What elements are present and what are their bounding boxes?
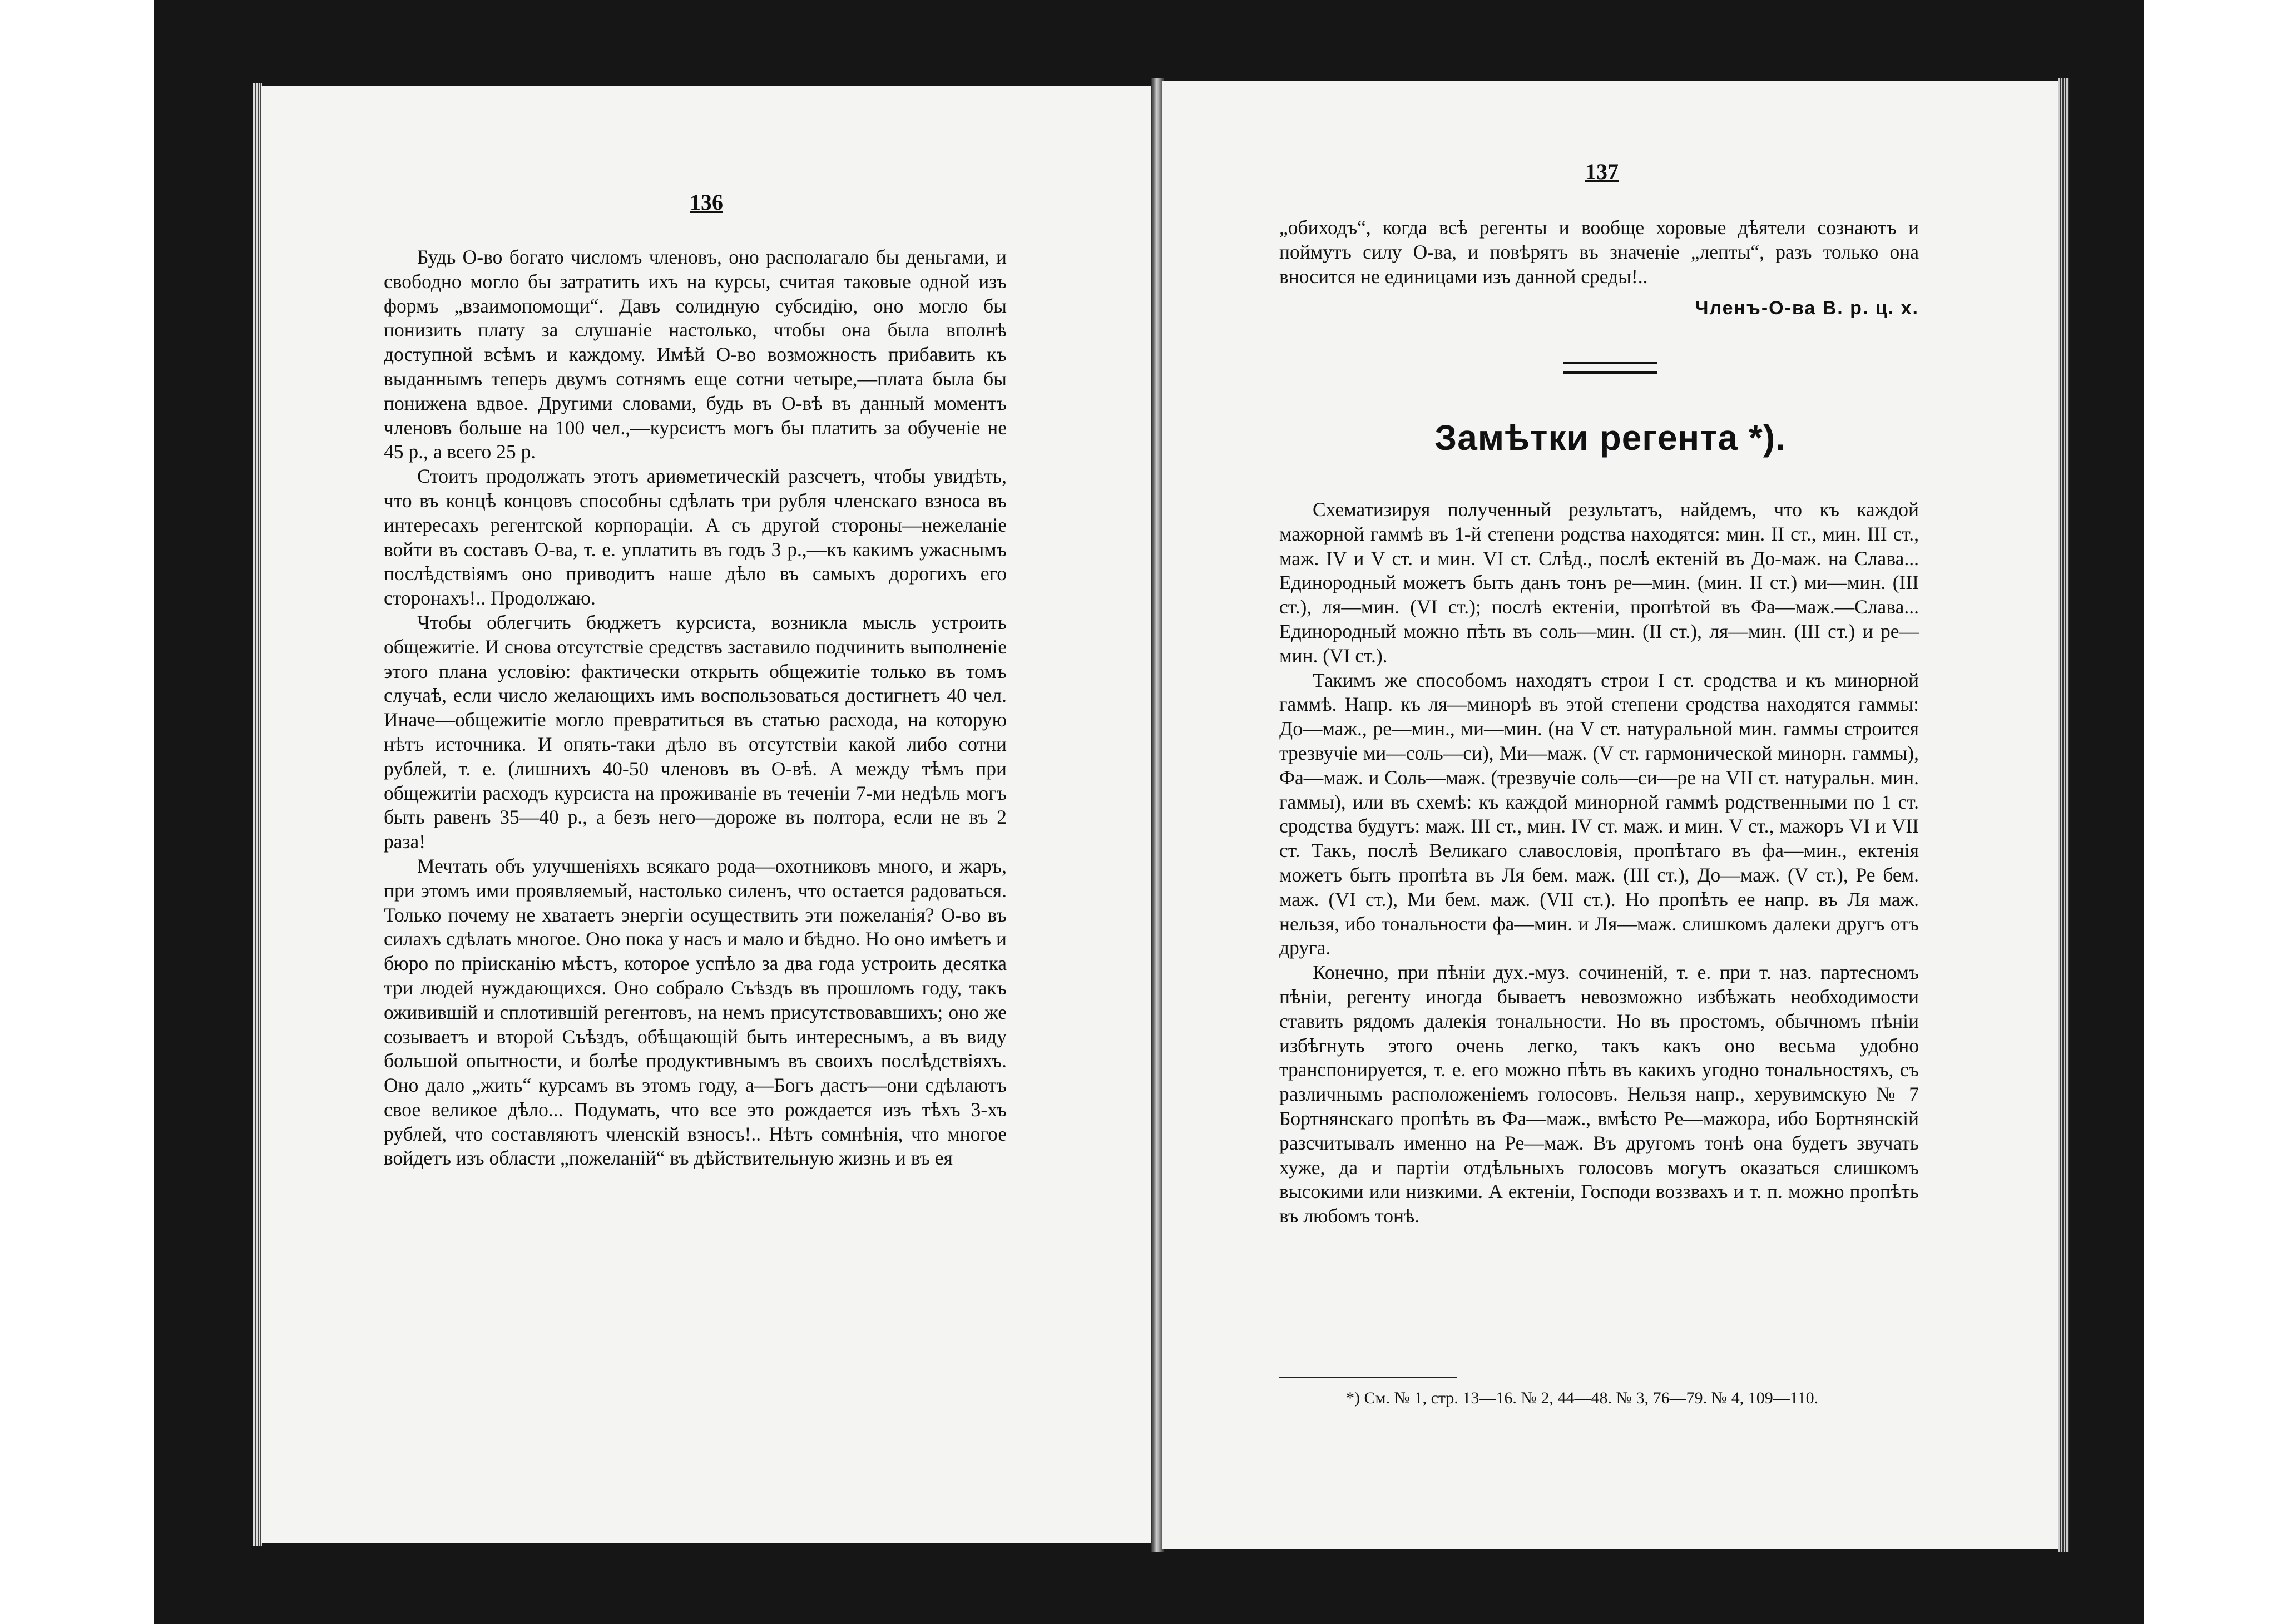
left-paragraph-1: Будь О-во богато числомъ членовъ, оно располагало бы деньгами, и свободно могло бы затратить ихъ на курсы, считая таковые одной изъ формъ „взаимопомощи“. Давъ солидную субсидію, оно могло бы понизить плату за слушаніе настолько, чтобы она была вполнѣ доступной всѣмъ и каждому. Имѣй О-во возможность прибавить къ выданнымъ теперь двумъ сотнямъ еще сотни четыре,—плата была бы понижена вдвое. Другими словами, будь въ О-вѣ въ данный моментъ членовъ больше на 100 чел.,—курсистъ могъ бы платить за обученіе не 45 р., а всего 25 р.	[384, 246, 1007, 463]
left-page-edges	[253, 83, 262, 1546]
article-signature: Членъ-О-ва В. р. ц. х.	[1695, 298, 1919, 319]
right-page-continuation	[1279, 216, 1919, 289]
left-page	[261, 86, 1151, 1543]
left-page-body	[384, 245, 1007, 1171]
right-paragraph-1: Схематизируя полученный результатъ, найдемъ, что къ каждой мажорной гаммѣ въ 1-й степени родства находятся: мин. II ст., мин. III ст., маж. IV и V ст. и мин. VI ст. Слѣд., послѣ ектеній въ До-маж. на Слава... Единородный можетъ быть данъ тонъ ре—мин. (мин. II ст.) ми—мин. (III ст.), ля—мин. (VI ст.); послѣ ектеніи, пропѣтой въ Фа—маж.—Слава... Единородный можно пѣть въ соль—мин. (II ст.), ля—мин. (III ст.) и ре—мин. (VI ст.).	[1279, 498, 1919, 667]
left-paragraph-3: Чтобы облегчить бюджетъ курсиста, возникла мысль устроить общежитіе. И снова отсутствіе средствъ заставило подчинить выполненіе этого плана условію: фактически открыть общежитіе только въ томъ случаѣ, если число желающихъ имъ воспользоваться достигнетъ 40 чел. Иначе—общежитіе могло превратиться въ статью расхода, на которую нѣтъ источника. И опять-таки дѣло въ отсутствіи какой либо сотни рублей, т. е. (лишнихъ 40-50 членовъ въ О-вѣ. А между тѣмъ при общежитіи расходъ курсиста на проживаніе въ теченіи 7-ми недѣль могъ быть равенъ 35—40 р., а безъ него—дороже въ полтора, если не въ 2 раза!	[384, 611, 1007, 853]
right-paragraph-2: Такимъ же способомъ находятъ строи I ст. сродства и къ минорной гаммѣ. Напр. къ ля—минорѣ въ этой степени сродства находятся гаммы: До—маж., ре—мин., ми—мин. (на V ст. натуральной мин. гаммы строится трезвучіе ми—соль—си), Ми—маж. (V ст. гармонической минорн. гаммы), Фа—маж. и Соль—маж. (трезвучіе соль—си—ре на VII ст. натуральн. мин. гаммы), или въ схемѣ: къ каждой минорной гаммѣ родственными по 1 ст. сродства будутъ: маж. III ст., мин. IV ст. маж. и мин. V ст., мажоръ VI и VII ст. Такъ, послѣ Великаго славословія, пропѣтаго въ фа—мин., ектенія можетъ быть пропѣта въ Ля бем. маж. (III ст.), До—маж. (V ст.), Ре бем. маж. (VI ст.), Ми бем. маж. (VII ст.). Но пропѣть ее напр. въ Ля маж. нельзя, ибо тональности фа—мин. и Ля—маж. слишкомъ далеки другъ отъ друга.	[1279, 669, 1919, 959]
book-gutter	[1151, 78, 1164, 1552]
right-page-number: 137	[1585, 159, 1619, 184]
right-page-edges	[2058, 78, 2069, 1552]
left-paragraph-2: Стоитъ продолжать этотъ ариѳметическій разсчетъ, чтобы увидѣть, что въ концѣ концовъ способны сдѣлать три рубля членскаго взноса въ интересахъ регентской корпораціи. А съ другой стороны—нежеланіе войти въ составъ О-ва, т. е. уплатить въ годъ 3 р.,—къ какимъ ужаснымъ послѣдствіямъ оно приводитъ наше дѣло въ самыхъ дорогихъ его сторонахъ!.. Продолжаю.	[384, 465, 1007, 610]
footnote: *) См. № 1, стр. 13—16. № 2, 44—48. № 3, 76—79. № 4, 109—110.	[1346, 1389, 1819, 1407]
right-page-body	[1279, 498, 1919, 1229]
continuation-paragraph: „обиходъ“, когда всѣ регенты и вообще хоровые дѣятели сознаютъ и поймутъ силу О-ва, и повѣрятъ въ значеніе „лепты“, разъ только она вносится не единицами изъ данной среды!..	[1279, 216, 1919, 288]
left-paragraph-4: Мечтать объ улучшеніяхъ всякаго рода—охотниковъ много, и жаръ, при этомъ ими проявляемый, настолько силенъ, что остается радоваться. Только почему не хватаетъ энергіи осуществить эти пожеланія? О-во въ силахъ сдѣлать многое. Оно пока у насъ и мало и бѣдно. Но оно имѣетъ и бюро по пріисканію мѣстъ, которое успѣло за два года устроить десятка три людей нуждающихся. Оно собрало Съѣздъ въ прошломъ году, такъ оживившій и сплотившій регентовъ, на немъ присутствовавшихъ; оно же созываетъ и второй Съѣздъ, обѣщающій быть интереснымъ, а въ виду большой опытности, и болѣе продуктивнымъ въ своихъ послѣдствіяхъ. Оно дало „жить“ курсамъ въ этомъ году, а—Богъ дастъ—они сдѣлаютъ свое великое дѣло... Подумать, что все это рождается изъ тѣхъ 3-хъ рублей, что составляютъ членскій взносъ!.. Нѣтъ сомнѣнія, что многое войдетъ изъ области „пожеланій“ въ дѣйствительную жизнь и въ ея	[384, 854, 1007, 1170]
right-page	[1162, 81, 2058, 1549]
left-page-number: 136	[690, 190, 723, 215]
right-paragraph-3: Конечно, при пѣніи дух.-муз. сочиненій, т. е. при т. наз. партесномъ пѣніи, регенту иногда бываетъ невозможно избѣжать необходимости ставить рядомъ далекія тональности. Но въ простомъ, обычномъ пѣніи избѣгнуть этого очень легко, такъ какъ оно весьма удобно транспонируется, т. е. его можно пѣть въ какихъ угодно тональностяхъ, съ различнымъ расположеніемъ голосовъ. Нельзя напр., херувимскую № 7 Бортнянскаго пропѣть въ Фа—маж., вмѣсто Ре—мажора, ибо Бортнянскій разсчитывалъ именно на Ре—маж. Въ другомъ тонѣ она будетъ звучать хуже, да и партіи отдѣльныхъ голосовъ могутъ оказаться слишкомъ высокими или низкими. А ектеніи, Господи воззвахъ и т. п. можно пропѣть въ любомъ тонѣ.	[1279, 961, 1919, 1227]
section-divider	[1563, 362, 1657, 374]
article-title: Замѣтки регента *).	[1434, 418, 1786, 458]
footnote-rule	[1279, 1377, 1457, 1378]
